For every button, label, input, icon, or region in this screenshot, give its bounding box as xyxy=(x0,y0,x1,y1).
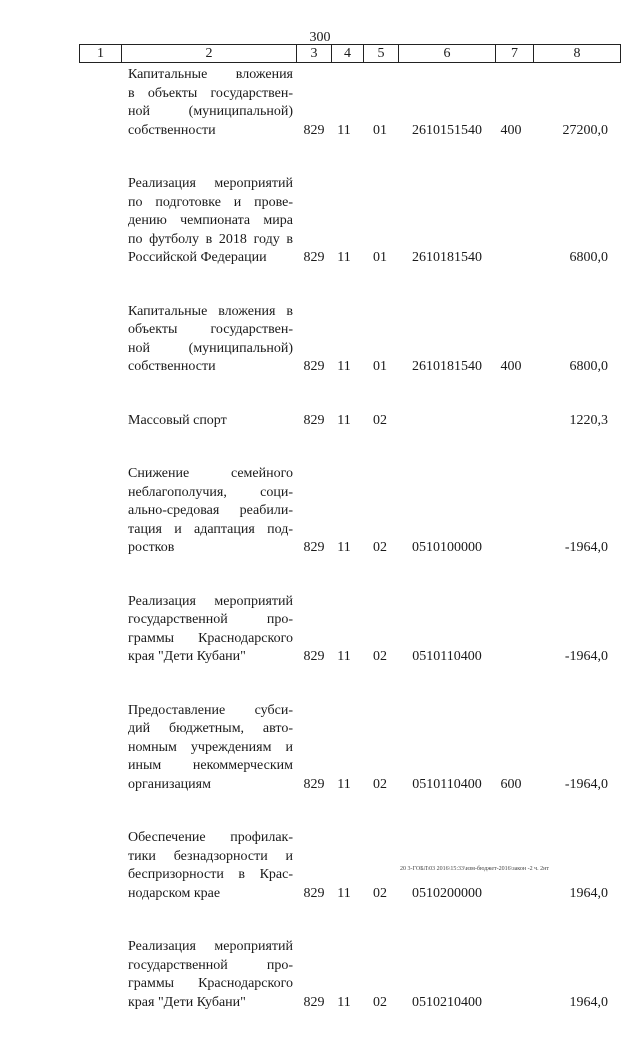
row-c4-value: 11 xyxy=(337,776,351,792)
row-c5-value: 02 xyxy=(373,412,387,428)
row-c6-value: 0510100000 xyxy=(412,540,482,555)
row-name-line: ростков xyxy=(128,540,175,555)
row-c5-value: 02 xyxy=(373,649,387,664)
row-name-line: ально-средовая реабили- xyxy=(128,503,293,518)
row-name-line: в объекты государствен- xyxy=(128,85,293,101)
row-c4-value: 11 xyxy=(337,122,351,138)
table-row xyxy=(0,175,640,268)
row-c3-value: 829 xyxy=(303,649,325,664)
row-name-line: Реализация мероприятий xyxy=(128,939,293,954)
table-row xyxy=(0,412,640,431)
row-name-line: Предоставление субси- xyxy=(128,702,293,718)
row-c5-value: 01 xyxy=(373,250,387,265)
row-name-line: граммы Краснодарского xyxy=(128,630,293,646)
table-row xyxy=(0,465,640,558)
row-name-line: государственной про- xyxy=(128,957,293,973)
row-c4-value: 11 xyxy=(337,540,351,555)
row-c3-value: 829 xyxy=(303,250,325,265)
row-c6-value: 2610181540 xyxy=(412,250,482,265)
row-name-line: ной (муниципальной) xyxy=(128,340,293,356)
header-col-5: 5 xyxy=(364,45,399,63)
row-name-line: Реализация мероприятий xyxy=(128,176,293,191)
table-row xyxy=(0,303,640,377)
row-c8-value: 27200,0 xyxy=(562,122,608,138)
row-name-line: Массовый спорт xyxy=(128,412,227,428)
header-col-7: 7 xyxy=(496,45,534,63)
row-name-line: тация и адаптация под- xyxy=(128,521,293,537)
row-c4-value: 11 xyxy=(337,250,351,265)
row-c5-value: 02 xyxy=(373,776,387,792)
row-name-line: беспризорности в Крас- xyxy=(128,867,293,882)
header-col-4: 4 xyxy=(332,45,364,63)
row-name-line: иным некоммерческим xyxy=(128,758,293,773)
row-name xyxy=(128,938,293,1012)
table-row xyxy=(0,593,640,667)
row-c6-value: 2610151540 xyxy=(412,122,482,138)
row-c6-value: 0510210400 xyxy=(412,994,482,1010)
row-c8-value: -1964,0 xyxy=(564,540,608,555)
row-c4-value: 11 xyxy=(337,359,351,374)
row-c3-value: 829 xyxy=(303,412,325,428)
header-col-1: 1 xyxy=(80,45,122,63)
row-name-line: нодарском крае xyxy=(128,885,221,901)
row-c3-value: 829 xyxy=(303,994,325,1010)
row-c3-value: 829 xyxy=(303,122,325,138)
row-c4-value: 11 xyxy=(337,885,351,901)
row-name-line: собственности xyxy=(128,359,216,374)
row-name-line: организациям xyxy=(128,776,211,792)
row-c6-value: 0510110400 xyxy=(412,649,482,664)
row-c7-value: 400 xyxy=(500,122,522,138)
row-name-line: неблагополучия, соци- xyxy=(128,484,293,500)
row-name-line: дий бюджетным, авто- xyxy=(128,721,293,736)
row-c8-value: 1964,0 xyxy=(569,885,608,901)
row-name-line: объекты государствен- xyxy=(128,322,293,337)
row-c8-value: -1964,0 xyxy=(564,776,608,792)
row-name-line: тики безнадзорности и xyxy=(128,848,293,864)
row-name-line: дению чемпионата мира xyxy=(128,213,293,228)
row-name-line: граммы Краснодарского xyxy=(128,976,293,991)
budget-table-body xyxy=(0,66,640,1047)
row-c3-value: 829 xyxy=(303,540,325,555)
row-c3-value: 829 xyxy=(303,885,325,901)
row-c8-value: 6800,0 xyxy=(569,250,608,265)
row-name xyxy=(128,412,293,431)
row-name-line: края "Дети Кубани" xyxy=(128,649,246,664)
page-number: 300 xyxy=(309,30,331,45)
table-row xyxy=(0,702,640,795)
footer-file-path: 20 3-ГОБЛ\03 2016\15:33\изм-бюджет-2016\закон -2 ч. 2нт xyxy=(400,866,549,872)
row-c3-value: 829 xyxy=(303,776,325,792)
row-name-line: собственности xyxy=(128,122,216,138)
row-name-line: Капитальные вложения в xyxy=(128,303,293,319)
row-name xyxy=(128,829,293,903)
row-c6-value: 2610181540 xyxy=(412,359,482,374)
row-c8-value: -1964,0 xyxy=(564,649,608,664)
row-name-line: ной (муниципальной) xyxy=(128,104,293,119)
row-name xyxy=(128,702,293,795)
row-c3-value: 829 xyxy=(303,359,325,374)
row-name-line: по подготовке и прове- xyxy=(128,194,293,210)
row-name xyxy=(128,593,293,667)
row-c5-value: 01 xyxy=(373,359,387,374)
row-c5-value: 02 xyxy=(373,885,387,901)
row-c5-value: 02 xyxy=(373,994,387,1010)
row-name-line: Реализация мероприятий xyxy=(128,593,293,609)
row-c6-value: 0510200000 xyxy=(412,885,482,901)
row-c7-value: 600 xyxy=(500,776,522,792)
row-c4-value: 11 xyxy=(337,994,351,1010)
row-c5-value: 01 xyxy=(373,122,387,138)
row-name-line: Российской Федерации xyxy=(128,250,267,265)
row-name-line: Капитальные вложения xyxy=(128,67,293,82)
row-c5-value: 02 xyxy=(373,540,387,555)
row-name-line: по футболу в 2018 году в xyxy=(128,231,293,247)
row-name-line: государственной про- xyxy=(128,612,293,627)
row-name-line: Снижение семейного xyxy=(128,466,293,481)
column-header-table xyxy=(79,44,621,63)
row-c8-value: 1220,3 xyxy=(569,412,608,428)
row-c8-value: 1964,0 xyxy=(569,994,608,1010)
row-name-line: Обеспечение профилак- xyxy=(128,830,293,845)
row-name-line: номным учреждениям и xyxy=(128,739,293,755)
header-col-3: 3 xyxy=(297,45,332,63)
row-c4-value: 11 xyxy=(337,412,351,428)
header-col-2: 2 xyxy=(122,45,297,63)
row-c7-value: 400 xyxy=(500,359,522,374)
row-name xyxy=(128,66,293,140)
table-row xyxy=(0,938,640,1012)
table-row xyxy=(0,66,640,140)
header-col-6: 6 xyxy=(399,45,496,63)
row-c6-value: 0510110400 xyxy=(412,776,482,792)
header-col-8: 8 xyxy=(534,45,621,63)
row-name xyxy=(128,303,293,377)
row-c4-value: 11 xyxy=(337,649,351,664)
row-name xyxy=(128,465,293,558)
row-name-line: края "Дети Кубани" xyxy=(128,994,246,1010)
row-name xyxy=(128,175,293,268)
row-c8-value: 6800,0 xyxy=(569,359,608,374)
